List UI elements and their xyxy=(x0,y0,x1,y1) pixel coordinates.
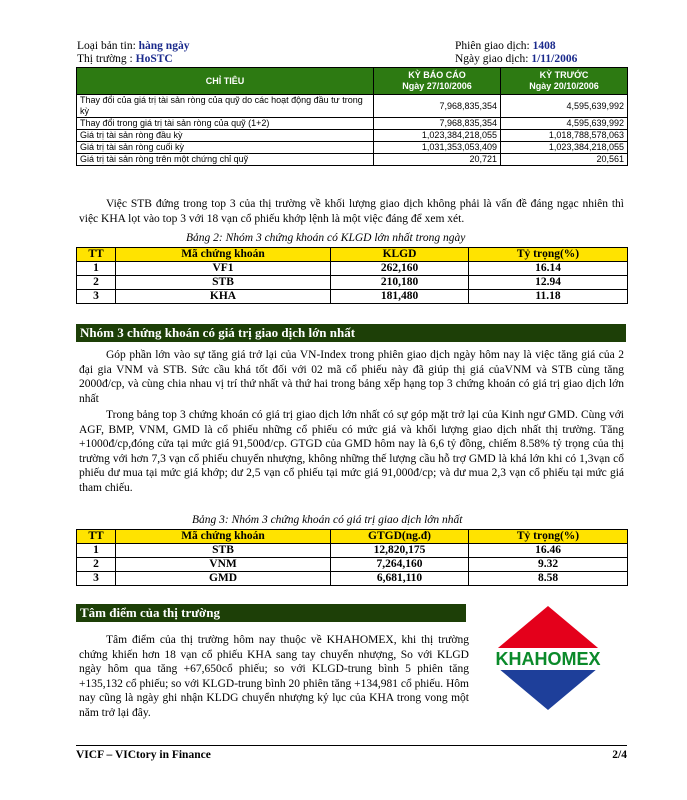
col-indicator: CHỈ TIÊU xyxy=(77,68,374,95)
cell-volume: 210,180 xyxy=(331,276,469,290)
table2-header xyxy=(77,248,628,262)
cell-value: 12,820,175 xyxy=(331,544,469,558)
row-prev: 4,595,639,992 xyxy=(501,118,628,130)
table-row xyxy=(77,154,628,166)
row-current: 20,721 xyxy=(374,154,501,166)
footer-brand: VICF – VICtory in Finance xyxy=(76,749,211,761)
table-row xyxy=(77,572,628,586)
row-current: 1,031,353,053,409 xyxy=(374,142,501,154)
table-row xyxy=(77,262,628,276)
cell-code: STB xyxy=(116,544,331,558)
row-label: Thay đổi trong giá trị tài sản ròng của quỹ (1+2) xyxy=(77,118,374,130)
date-value: 1/11/2006 xyxy=(531,53,578,65)
row-label: Thay đổi của giá trị tài sản ròng của quỹ do các hoạt động đầu tư trong kỳ xyxy=(77,95,374,118)
date-label: Ngày giao dịch: xyxy=(455,53,529,65)
row-prev: 1,018,788,578,063 xyxy=(501,130,628,142)
top-value-table xyxy=(76,529,628,586)
cell-tt: 3 xyxy=(77,572,116,586)
row-label: Giá trị tài sản ròng trên một chứng chỉ quỹ xyxy=(77,154,374,166)
paragraph-text: Trong bảng top 3 chứng khoán có giá trị giao dịch lớn nhất có sự góp mặt trở lại của Kinh ngư GMD. Cùng với AGF, BMP, VNM, GMD là cổ phiếu những cổ phiếu có mức giá và khối lượng giao dịch nhất thị trường. Tăng +1000đ/cp,đóng cửa tại mức giá 91,500đ/cp. GTGD của GMD hôm nay là 6,6 tỷ đồng, chiếm 8.58% tỷ trọng của thị trường với hơn 7,3 vạn cổ phiếu chuyển nhượng, không những thế lượng cầu hỗ trợ GMD là khá lớn khi có 1,3vạn cổ phiếu dư mua tại mức giá khớp; dư 2,5 vạn cổ phiếu tại mức giá 91,000đ/cp; và dư mua 2,3 vạn cổ phiếu tại mức giá tham chiếu. xyxy=(79,409,624,494)
col-prev-line2: Ngày 20/10/2006 xyxy=(529,81,599,91)
cell-value: 7,264,160 xyxy=(331,558,469,572)
cell-code: VF1 xyxy=(116,262,331,276)
page-number: 2/4 xyxy=(612,749,627,761)
table-row xyxy=(77,142,628,154)
table-row xyxy=(77,290,628,304)
row-current: 1,023,384,218,055 xyxy=(374,130,501,142)
col-current xyxy=(374,68,501,95)
top-volume-table xyxy=(76,247,628,304)
row-prev: 20,561 xyxy=(501,154,628,166)
table-row xyxy=(77,558,628,572)
table-row xyxy=(77,118,628,130)
table-row xyxy=(77,276,628,290)
paragraph-top-value xyxy=(79,348,624,495)
row-prev: 1,023,384,218,055 xyxy=(501,142,628,154)
cell-code: VNM xyxy=(116,558,331,572)
cell-tt: 2 xyxy=(77,276,116,290)
report-type xyxy=(77,40,189,53)
th-value: GTGD(ng.đ) xyxy=(331,530,469,544)
row-prev: 4,595,639,992 xyxy=(501,95,628,118)
session-value: 1408 xyxy=(532,40,556,52)
market-label: Thị trường : xyxy=(77,53,133,65)
cell-volume: 181,480 xyxy=(331,290,469,304)
session-label: Phiên giao dịch: xyxy=(455,40,530,52)
th-tt: TT xyxy=(77,530,116,544)
table-row xyxy=(77,95,628,118)
paragraph-text: Góp phần lớn vào sự tăng giá trở lại của VN-Index trong phiên giao dịch ngày hôm nay là việc tăng giá của 2 đại gia VNM và STB. Sức cầu khá tốt đối với 02 mã cổ phiếu này đã giúp thị giá củaVNM và STB cùng tăng 2000đ/cp, và cùng chia nhau vị trí thứ nhất và thứ hai trong bảng xếp hạng top 3 chứng khoán có giá trị giao dịch lớn nhất xyxy=(79,349,624,405)
paragraph-focus xyxy=(79,633,469,720)
cell-weight: 9.32 xyxy=(469,558,628,572)
cell-tt: 2 xyxy=(77,558,116,572)
table3-header xyxy=(77,530,628,544)
market-value: HoSTC xyxy=(135,53,173,65)
cell-code: STB xyxy=(116,276,331,290)
section-title-top-value: Nhóm 3 chứng khoán có giá trị giao dịch lớn nhất xyxy=(76,324,626,342)
th-weight: Tỷ trọng(%) xyxy=(469,530,628,544)
cell-tt: 1 xyxy=(77,544,116,558)
footer-rule xyxy=(76,745,627,746)
cell-weight: 12.94 xyxy=(469,276,628,290)
trade-date xyxy=(455,53,577,66)
cell-code: KHA xyxy=(116,290,331,304)
cell-tt: 3 xyxy=(77,290,116,304)
paragraph-text: Việc STB đứng trong top 3 của thị trường về khối lượng giao dịch không phải là vấn đề đáng ngạc nhiên thì việc KHA lọt vào top 3 với 18 vạn cổ phiếu khớp lệnh là một việc đáng để xem xét. xyxy=(79,198,624,225)
logo-text: KHAHOMEX xyxy=(495,649,601,669)
paragraph-volume-intro xyxy=(79,197,624,226)
cell-code: GMD xyxy=(116,572,331,586)
cell-weight: 16.14 xyxy=(469,262,628,276)
section-title-focus: Tâm điểm của thị trường xyxy=(76,604,466,622)
row-label: Giá trị tài sản ròng đầu kỳ xyxy=(77,130,374,142)
paragraph-text: Tâm điểm của thị trường hôm nay thuộc về KHAHOMEX, khi thị trường chứng khiến hơn 18 vạn cổ phiếu KHA sang tay chuyển nhượng, So với KLGD ngày hôm qua tăng +67,650cổ phiếu; so với KLGD-trung bình 5 phiên tăng +135,132 cổ phiếu; so với KLGD-trung bình 20 phiên tăng +134,981 cổ phiếu. Hôm nay cũng là ngày ghi nhận KLDG chuyển nhượng kỷ lục của KHA trong vong một năm trở lại đây. xyxy=(79,634,469,719)
col-prev xyxy=(501,68,628,95)
cell-weight: 11.18 xyxy=(469,290,628,304)
row-current: 7,968,835,354 xyxy=(374,95,501,118)
th-tt: TT xyxy=(77,248,116,262)
col-current-line1: KỲ BÁO CÁO xyxy=(408,70,466,80)
table-row xyxy=(77,544,628,558)
th-code: Mã chứng khoán xyxy=(116,248,331,262)
table3-caption: Bảng 3: Nhóm 3 chứng khoán có giá trị giao dịch lớn nhất xyxy=(192,514,463,526)
row-label: Giá trị tài sản ròng cuối kỳ xyxy=(77,142,374,154)
th-code: Mã chứng khoán xyxy=(116,530,331,544)
cell-weight: 16.46 xyxy=(469,544,628,558)
fund-nav-table xyxy=(76,67,628,166)
th-weight: Tỷ trọng(%) xyxy=(469,248,628,262)
col-prev-line1: KỲ TRƯỚC xyxy=(539,70,589,80)
fund-table-header xyxy=(77,68,628,95)
th-volume: KLGD xyxy=(331,248,469,262)
table2-caption: Bảng 2: Nhóm 3 chứng khoán có KLGD lớn nhất trong ngày xyxy=(186,232,466,244)
report-type-value: hàng ngày xyxy=(138,40,190,52)
cell-weight: 8.58 xyxy=(469,572,628,586)
table-row xyxy=(77,130,628,142)
khahomex-logo xyxy=(478,604,618,714)
cell-tt: 1 xyxy=(77,262,116,276)
session xyxy=(455,40,556,53)
row-current: 7,968,835,354 xyxy=(374,118,501,130)
cell-value: 6,681,110 xyxy=(331,572,469,586)
col-current-line2: Ngày 27/10/2006 xyxy=(402,81,472,91)
footer xyxy=(76,749,627,761)
report-type-label: Loại bản tin: xyxy=(77,40,136,52)
cell-volume: 262,160 xyxy=(331,262,469,276)
market xyxy=(77,53,173,66)
